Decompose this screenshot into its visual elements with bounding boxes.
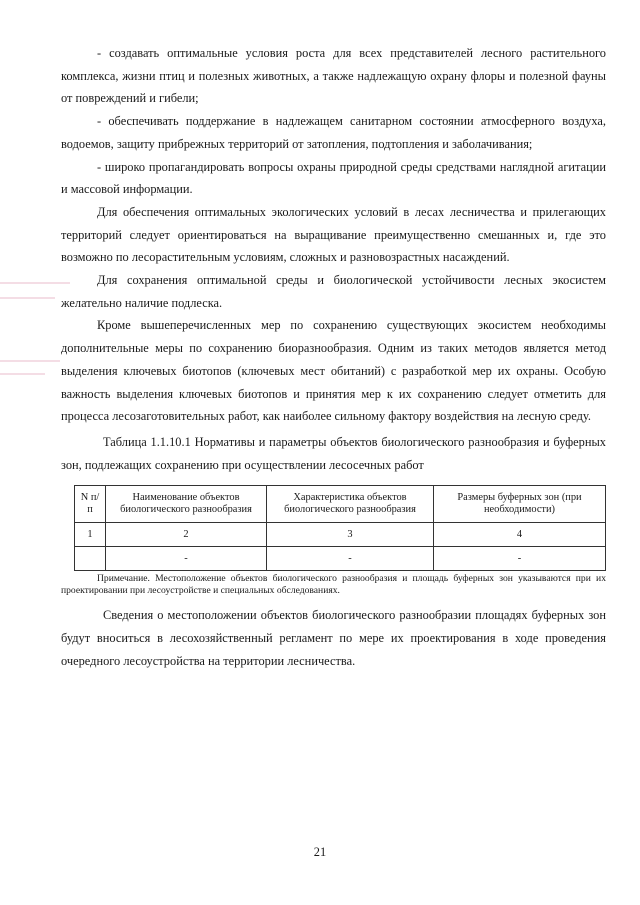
paragraph: Кроме вышеперечисленных мер по сохранению существующих экосистем необходимы дополнительные меры по сохранению биоразнообразия. Одним из таких методов является метод выделения ключевых биотопов (ключевых мест обитаний) с разработкой мер их охраны. Особую важность выделения ключевых биотопов и принятия мер к их сохранению следует отметить для процесса лесозаготовительных работ, как наиболее сильному фактору воздействия на лесную среду.: [61, 318, 606, 424]
table-cell: [75, 547, 106, 571]
paragraph: - широко пропагандировать вопросы охраны природной среды средствами наглядной агитации и массовой информации.: [61, 159, 606, 197]
table-row: [75, 547, 606, 571]
column-number-cell: 2: [106, 523, 267, 547]
header-cell: Наименование объектов биологического разнообразия: [106, 486, 267, 523]
table-cell: -: [106, 547, 267, 571]
paragraph: Для сохранения оптимальной среды и биологической устойчивости лесных экосистем желательно наличие подлеска.: [61, 273, 606, 310]
page-number: 21: [313, 845, 327, 859]
column-number-cell: 1: [75, 523, 106, 547]
scan-stain: [0, 360, 60, 362]
column-number-cell: 4: [434, 523, 606, 547]
scan-stain: [0, 282, 70, 284]
header-cell: N п/п: [75, 486, 106, 523]
paragraph: - создавать оптимальные условия роста для всех представителей лесного растительного комплекса, жизни птиц и полезных животных, а также надлежащую охрану флоры и полезной фауны от повреждений и гибели;: [61, 46, 606, 106]
paragraph: Сведения о местоположении объектов биологического разнообразии площадях буферных зон будут вноситься в лесохозяйственный регламент по мере их проектирования в ходе проведения очередного лесоустройства на территории лесничества.: [61, 608, 606, 668]
table-caption: Таблица 1.1.10.1 Нормативы и параметры объектов биологического разнообразия и буферных зон, подлежащих сохранению при осуществлении лесосечных работ: [61, 434, 606, 472]
paragraph: Для обеспечения оптимальных экологических условий в лесах лесничества и прилегающих территорий следует ориентироваться на выращивание преимущественно смешанных и, где это возможно по лесорастительным условиям, сложных и разновозрастных насаждений.: [61, 204, 606, 265]
header-cell: Размеры буферных зон (при необходимости): [434, 486, 606, 523]
table-cell: -: [434, 547, 606, 571]
biodiversity-table: [74, 485, 606, 571]
paragraph: - обеспечивать поддержание в надлежащем санитарном состоянии атмосферного воздуха, водоемов, защиту прибрежных территорий от затопления, подтопления и заболачивания;: [61, 114, 606, 151]
table-cell: -: [267, 547, 434, 571]
page-content: [61, 42, 606, 672]
table-note: Примечание. Местоположение объектов биологического разнообразия и площадь буферных зон указываются при их проектировании при лесоустройстве и специальных обследованиях.: [61, 573, 606, 596]
scan-stain: [0, 297, 55, 299]
column-number-row: [75, 523, 606, 547]
table-header-row: [75, 486, 606, 523]
scan-stain: [0, 373, 45, 375]
column-number-cell: 3: [267, 523, 434, 547]
header-cell: Характеристика объектов биологического разнообразия: [267, 486, 434, 523]
